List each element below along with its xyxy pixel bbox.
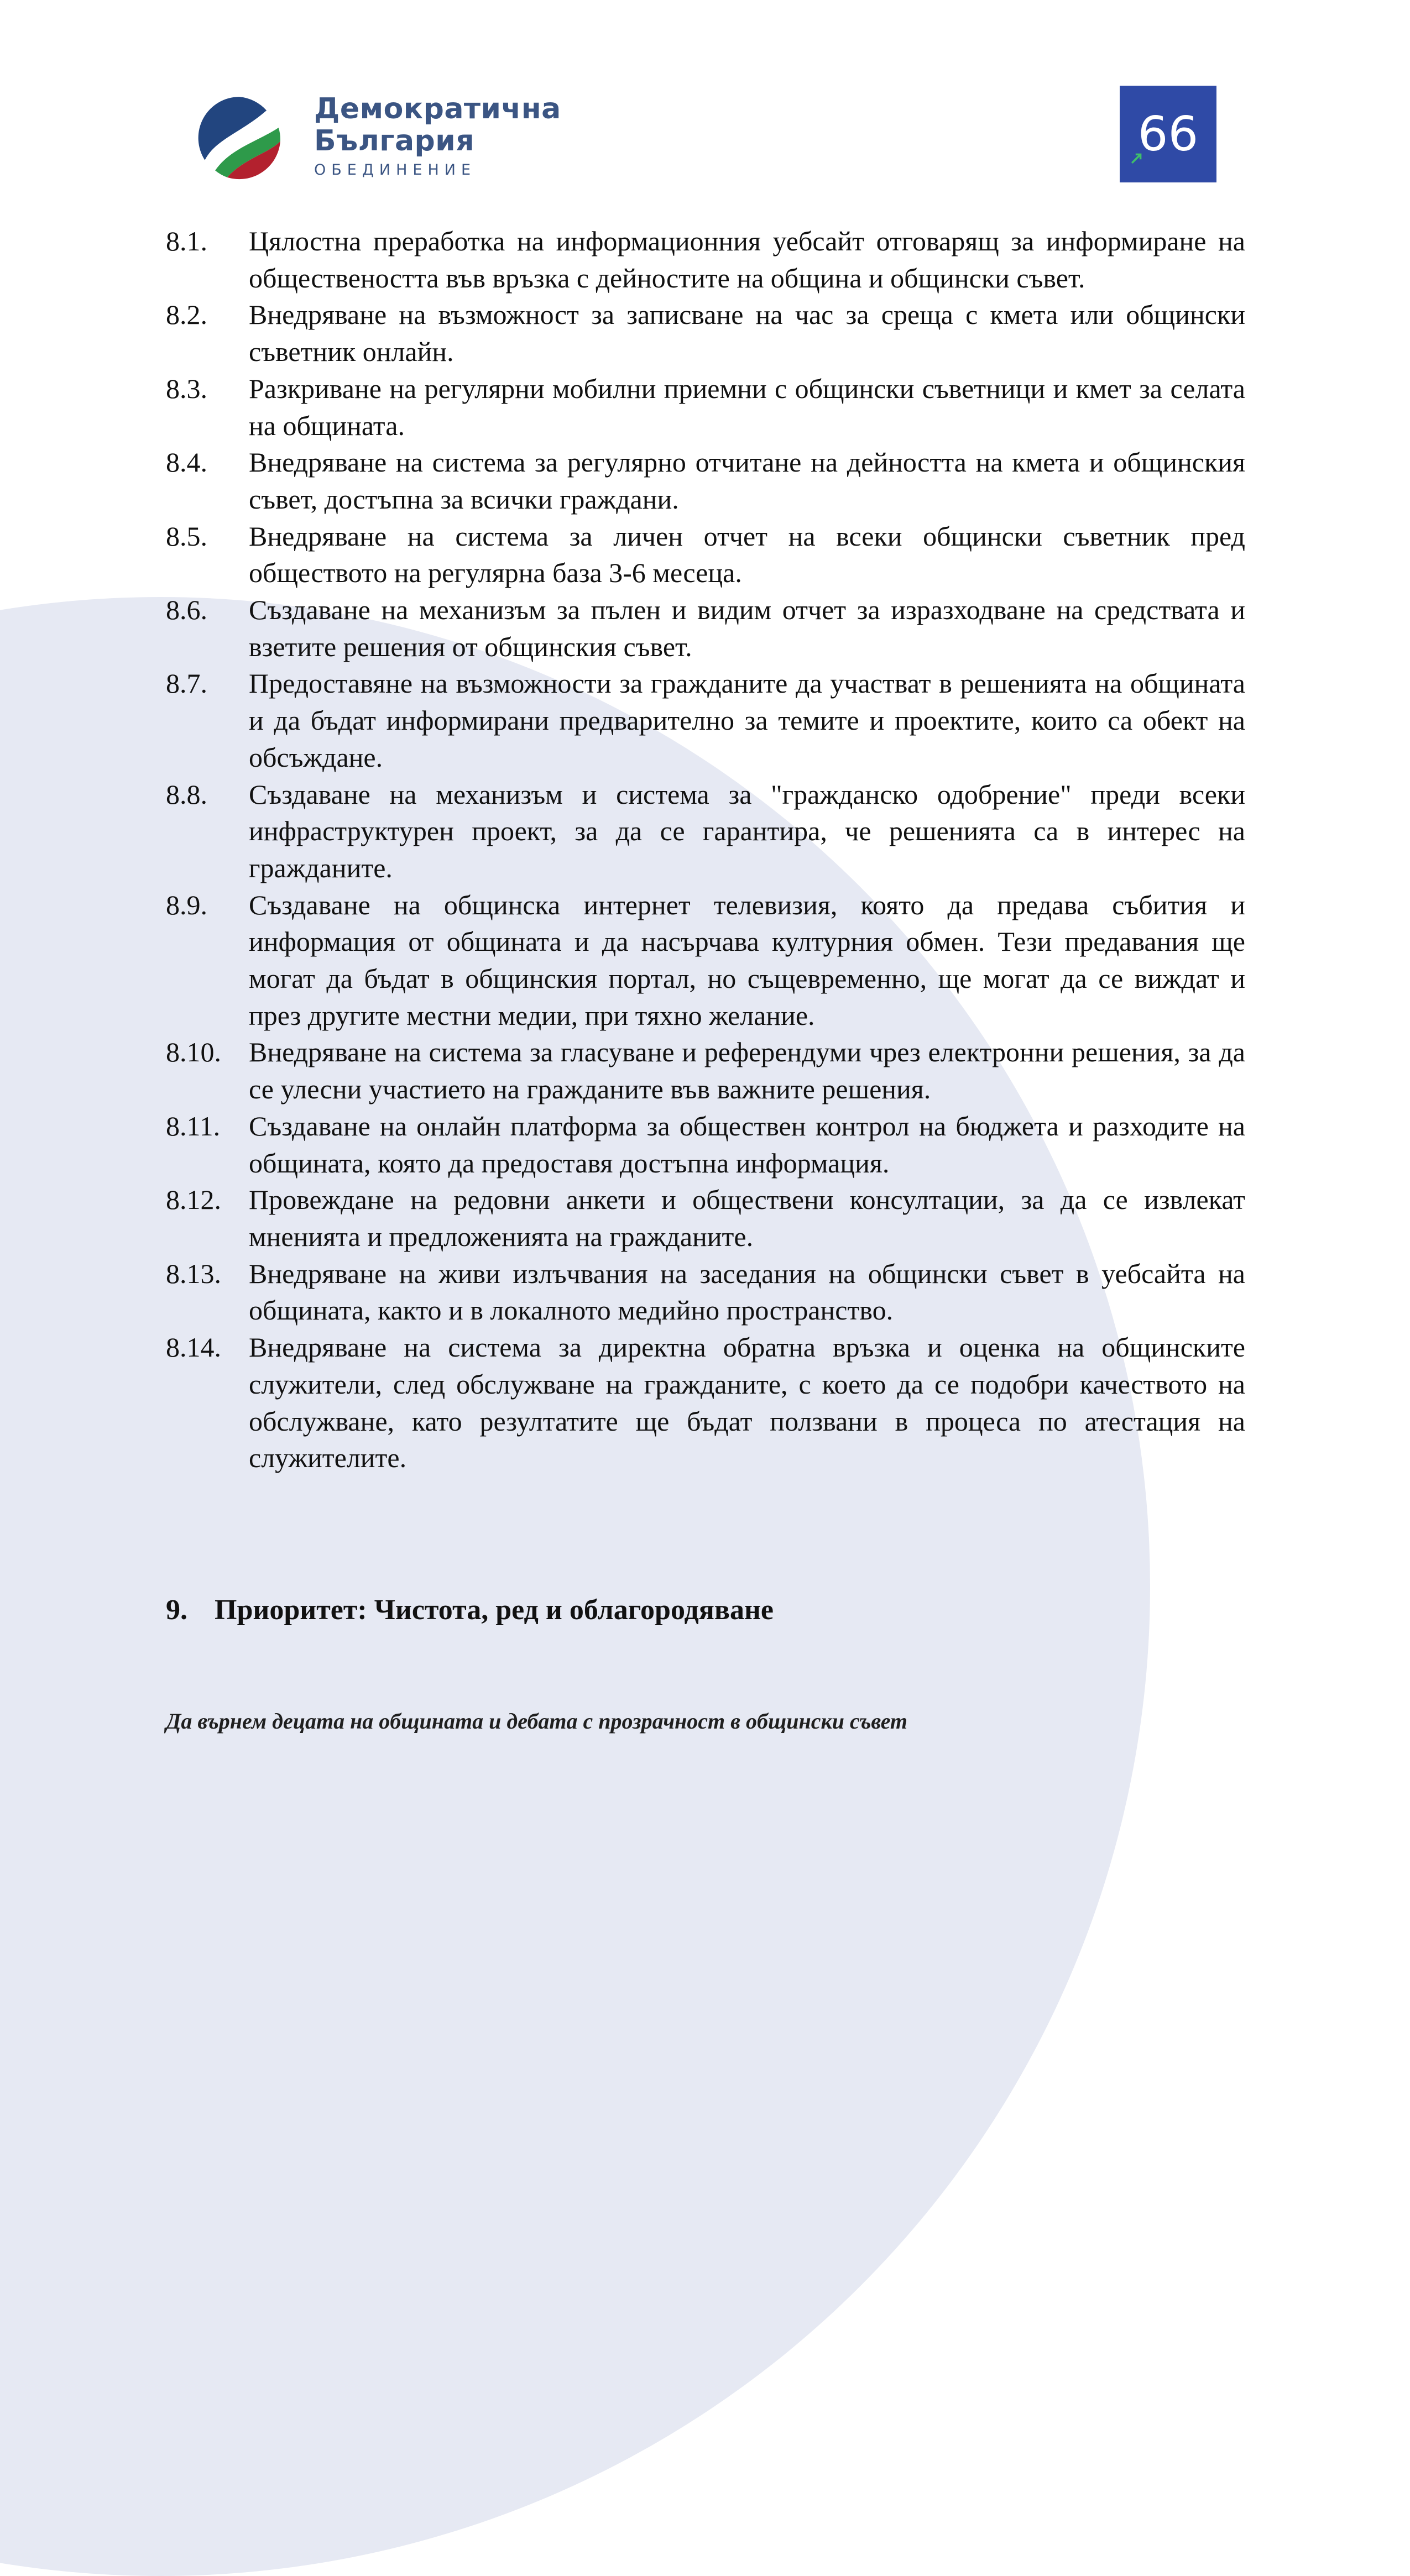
list-item-number: 8.4.	[166, 447, 207, 478]
list-item	[166, 518, 1245, 591]
list-item-text: Внедряване на система за гласуване и референдуми чрез електронни решения, за да се улесни участието на гражданите във важните решения.	[249, 1036, 1245, 1105]
list-item-number: 8.5.	[166, 520, 207, 552]
list-item-text: Разкриване на регулярни мобилни приемни с общински съветници и кмет за селата на общината.	[249, 373, 1245, 441]
list-item-text: Внедряване на система за личен отчет на всеки общински съветник пред обществото на регулярна база 3-6 месеца.	[249, 520, 1245, 589]
list-item-text: Внедряване на система за директна обратна връзка и оценка на общинските служители, след обслужване на гражданите, с което да се подобри качеството на обслужване, като резултатите ще бъдат ползвани в процеса по атестация на служителите.	[249, 1332, 1245, 1474]
arrow-up-right-icon	[1131, 152, 1143, 164]
list-item-text: Създаване на механизъм и система за "гражданско одобрение" преди всеки инфраструктурен проект, за да се гарантира, че решенията са в интерес на гражданите.	[249, 778, 1245, 883]
brand-subtitle: ОБЕДИНЕНИЕ	[314, 161, 477, 179]
list-item	[166, 1181, 1245, 1255]
list-item-text: Внедряване на възможност за записване на час за среща с кмета или общински съветник онлайн.	[249, 299, 1245, 368]
brand-line-1: Демократична	[314, 92, 561, 125]
list-item	[166, 370, 1245, 444]
list-item-text: Цялостна преработка на информационния уебсайт отговарящ за информиране на обществеността във връзка с дейностите на община и общински съвет.	[249, 226, 1245, 294]
list-item	[166, 776, 1245, 887]
item-list	[166, 223, 1245, 1477]
list-item-number: 8.2.	[166, 299, 207, 331]
party-logo-icon	[196, 95, 282, 181]
list-item-number: 8.8.	[166, 778, 207, 810]
list-item-number: 8.3.	[166, 373, 207, 404]
list-item	[166, 665, 1245, 776]
list-item-text: Създаване на общинска интернет телевизия, която да предава събития и информация от общината и да насърчава културния обмен. Тези предавания ще могат да бъдат в общинския портал, но същевременно, ще могат да се виждат и през другите местни медии, при тяхно желание.	[249, 889, 1245, 1031]
page-number: 66	[1137, 106, 1199, 162]
section-heading-text: Приоритет: Чистота, ред и облагородяване	[215, 1594, 774, 1626]
list-item-number: 8.14.	[166, 1332, 221, 1363]
list-item	[166, 223, 1245, 296]
list-item	[166, 444, 1245, 517]
footer-slogan: Да върнем децата на общината и дебата с прозрачност в общински съвет	[166, 1709, 908, 1734]
list-item-number: 8.1.	[166, 226, 207, 256]
list-item-text: Предоставяне на възможности за гражданите да участват в решенията на общината и да бъдат информирани предварително за темите и проектите, които са обект на обсъждане.	[249, 668, 1245, 773]
list-item-number: 8.10.	[166, 1036, 221, 1068]
section-heading-number: 9.	[166, 1594, 187, 1626]
brand-line-2: България	[314, 124, 475, 158]
list-item	[166, 1108, 1245, 1181]
list-item-text: Внедряване на система за регулярно отчитане на дейността на кмета и общинския съвет, достъпна за всички граждани.	[249, 447, 1245, 515]
list-item-text: Създаване на онлайн платформа за обществен контрол на бюджета и разходите на общината, която да предоставя достъпна информация.	[249, 1110, 1245, 1179]
page-number-badge	[1120, 86, 1216, 182]
list-item-text: Провеждане на редовни анкети и обществени консултации, за да се извлекат мненията и предложенията на гражданите.	[249, 1184, 1245, 1252]
list-item	[166, 1255, 1245, 1329]
list-item	[166, 1034, 1245, 1107]
list-item-number: 8.12.	[166, 1184, 221, 1216]
list-item-number: 8.13.	[166, 1258, 221, 1289]
list-item-number: 8.6.	[166, 594, 207, 626]
list-item	[166, 887, 1245, 1034]
list-item-text: Създаване на механизъм за пълен и видим отчет за изразходване на средствата и взетите решения от общинския съвет.	[249, 594, 1245, 662]
brand-name	[314, 93, 561, 179]
section-heading	[166, 1592, 774, 1629]
list-item-text: Внедряване на живи излъчвания на заседания на общински съвет в уебсайта на общината, както и в локалното медийно пространство.	[249, 1258, 1245, 1326]
list-item	[166, 1329, 1245, 1477]
list-item-number: 8.11.	[166, 1110, 221, 1142]
list-item-number: 8.9.	[166, 889, 207, 920]
list-item-number: 8.7.	[166, 668, 207, 699]
list-item	[166, 591, 1245, 665]
list-item	[166, 296, 1245, 370]
